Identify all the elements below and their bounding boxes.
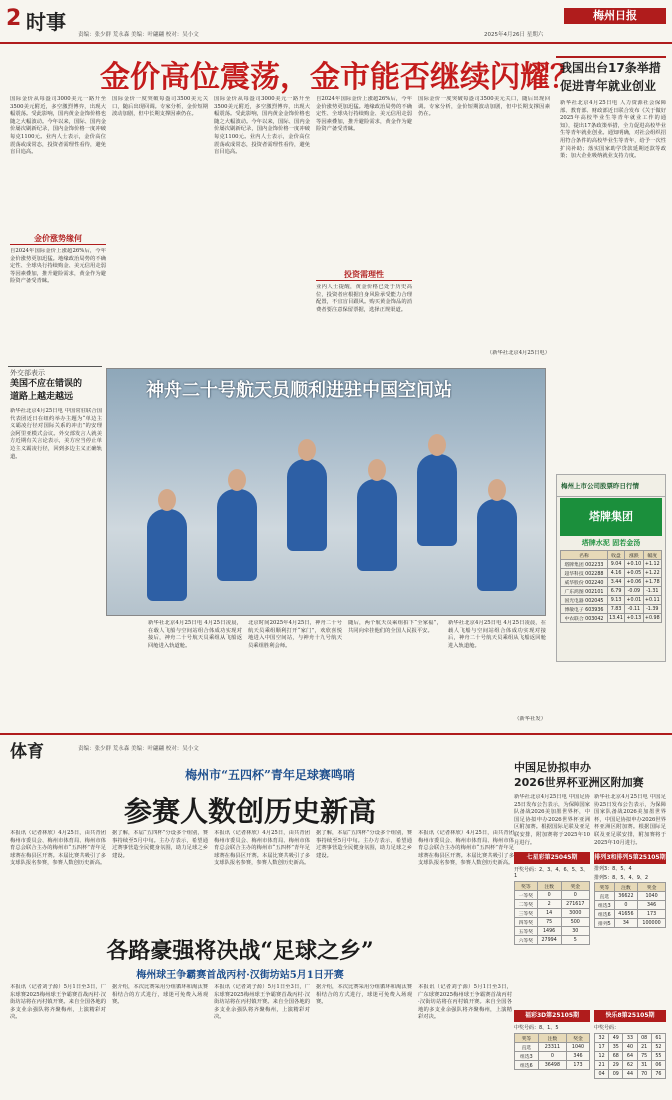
table-cell: 34 xyxy=(614,919,637,928)
lead-body-5: 国际金价一度突破每盎司3500美元关口，随后出现回调。专家分析，金价短期波动加剧，但中长期支撑因素仍在。 xyxy=(418,96,550,118)
table-cell: 61 xyxy=(651,1034,665,1043)
astronaut-figure xyxy=(217,489,257,581)
table-header: 涨跌 xyxy=(625,551,643,560)
table-cell: 直选 xyxy=(515,1043,539,1052)
table-cell: 76 xyxy=(651,1070,665,1079)
table-header: 注数 xyxy=(537,882,561,891)
table-cell: 31 xyxy=(637,1061,651,1070)
table-cell: -1.31 xyxy=(643,587,661,596)
overseas-headline-2: 道路上越走越远 xyxy=(10,392,74,402)
sports-body-6: 本报讯（记者刘子源）5月1日至3日，广东球赛2025梅州球王争霸赛首战丙村·汉街坊站将在丙村镇开赛。来自全国各地的多支业余强队将齐聚梅州，上演精彩对决。 xyxy=(10,984,106,1021)
sports-kicker: 梅州市“五四杯”青年足球赛鸣哨 xyxy=(185,768,355,782)
qlc-title: 七星彩第25045期 xyxy=(514,852,590,864)
fa-headline-2: 2026世界杯亚洲区附加赛 xyxy=(514,776,644,789)
table-cell: 9.13 xyxy=(607,596,624,605)
table-cell: 173 xyxy=(638,910,666,919)
jobs-headline-1: 我国出台17条举措 xyxy=(560,61,661,75)
table-cell: 62 xyxy=(623,1061,637,1070)
table-cell: 0 xyxy=(538,1052,566,1061)
sports-body-1: 本报讯（记者林欣）4月25日，由共青团梅州市委员会、梅州市体育局、梅州市体育总会联合主办的梅州市“五四杯”青年足球赛在梅县区开赛。本届比赛共吸引了多支球队报名参赛，参赛人数创历史新高。 xyxy=(10,830,106,867)
table-cell: +0.01 xyxy=(626,597,642,603)
fc3d-row xyxy=(515,1043,590,1052)
table-cell: 组选3 xyxy=(515,1052,539,1061)
qlc-row xyxy=(515,927,590,936)
table-cell: 55 xyxy=(651,1052,665,1061)
table-cell: 三等奖 xyxy=(515,909,538,918)
k8-row xyxy=(595,1070,666,1079)
company-slogan: 塔牌水泥 固若金汤 xyxy=(581,539,641,547)
table-cell: 500 xyxy=(561,918,589,927)
jobs-headline-2: 促进青年就业创业 xyxy=(560,79,657,93)
sports-headline-2: 各路豪强将决战“足球之乡” xyxy=(106,938,374,964)
stock-row xyxy=(561,587,662,596)
table-cell: 35 xyxy=(609,1043,623,1052)
sports-section-title: 体育 xyxy=(10,742,44,762)
table-cell: 组选6 xyxy=(595,910,615,919)
fa-body-2: 新华社北京4月25日电 中国足协25日发布公告表示，为保障国家队备战2026美加墨世界杯，中国足协拟申办2026世界杯亚洲区附加赛。根据国际足联及亚足联安排，附加赛将于2025年10月进行。 xyxy=(594,794,666,846)
table-cell: 6.79 xyxy=(607,587,624,596)
astronaut-figure xyxy=(417,454,457,546)
photo-caption-3: 随后，两个航天员乘组拍下“全家福”，共同向牵挂他们的全国人民报平安。 xyxy=(348,620,442,634)
photo-caption-1: 新华社北京4月25日电 4月25日凌晨，在载人飞船与空间站组合体成功实现对接后，神舟二十号航天员乘组从飞船返回舱进入轨道舱。 xyxy=(148,620,242,649)
table-header: 奖等 xyxy=(595,883,615,892)
sidebar-rule xyxy=(556,56,666,58)
sports-body-3: 本报讯（记者林欣）4月25日，由共青团梅州市委员会、梅州市体育局、梅州市体育总会联合主办的梅州市“五四杯”青年足球赛在梅县区开赛。本届比赛共吸引了多支球队报名参赛，参赛人数创历史新高。 xyxy=(214,830,310,867)
p3-row xyxy=(595,901,666,910)
table-cell: +1.12 xyxy=(644,561,660,567)
table-cell: 4.16 xyxy=(607,569,624,578)
sports-kicker-2: 梅州球王争霸赛首战丙村·汉街坊站5月1日开赛 xyxy=(136,970,344,981)
table-cell: 四等奖 xyxy=(515,918,538,927)
sports-body-7: 据介绍，本次比赛采用分组循环和淘汰赛相结合的方式进行，球迷可免费入场观赛。 xyxy=(112,984,208,1006)
table-cell: 36498 xyxy=(538,1061,566,1070)
table-cell: 5 xyxy=(561,936,589,945)
astronaut-figure xyxy=(287,459,327,551)
table-cell: 100000 xyxy=(638,919,666,928)
table-header: 奖等 xyxy=(515,882,538,891)
table-cell: 3.44 xyxy=(607,578,624,587)
table-cell: +0.98 xyxy=(644,615,660,621)
astronaut-figure xyxy=(147,509,187,601)
table-cell: +0.06 xyxy=(626,579,642,585)
stock-row xyxy=(561,569,662,578)
table-cell: 75 xyxy=(537,918,561,927)
p3-title: 排列3和排列5第25105期 xyxy=(594,852,666,864)
lead-body-3b: 国际金价从每盎司3000美元一路升至3500美元附近，多空激烈博弈，出现大幅震荡。受此影响，国内黄金金饰价格也随之大幅波动。今年以来，国际、国内金价屡次刷新纪录，国内金饰价格一度冲破每克1100元。业内人士表示，金价高位震荡或成常态，投资者需理性看待，避免盲目追高。 xyxy=(214,96,310,156)
photo-caption-2: 北京时间2025年4月25日，神舟二十号航天员乘组顺利打开“家门”，欢欣喜悦地进入中国空间站，与神舟十九号航天员乘组胜利会师。 xyxy=(248,620,342,649)
table-cell: 21 xyxy=(637,1043,651,1052)
overseas-headline-1: 美国不应在错误的 xyxy=(10,379,83,389)
sports-editors: 责编：张少群 荒永森 美编：叶翩翩 校对：吴小文 xyxy=(78,746,199,752)
table-cell: 组选3 xyxy=(595,901,615,910)
stock-row xyxy=(561,614,662,623)
sports-body-8: 本报讯（记者刘子源）5月1日至3日，广东球赛2025梅州球王争霸赛首战丙村·汉街坊站将在丙村镇开赛。来自全国各地的多支业余强队将齐聚梅州，上演精彩对决。 xyxy=(214,984,310,1021)
stock-row xyxy=(561,560,662,569)
lottery-p3 xyxy=(594,852,666,928)
table-cell: 3000 xyxy=(561,909,589,918)
table-cell: 直选 xyxy=(595,892,615,901)
lead-body-3: 国际金价一度突破每盎司3500美元关口，随后出现回调。专家分析，金价短期波动加剧，但中长期支撑因素仍在。 xyxy=(112,96,208,118)
table-cell: 12 xyxy=(595,1052,609,1061)
table-cell: 09 xyxy=(609,1070,623,1079)
table-cell: 173 xyxy=(567,1061,590,1070)
lead-subhead-2: 投资需理性 xyxy=(316,270,412,281)
table-cell: 五等奖 xyxy=(515,927,538,936)
lead-body-1: 国际金价从每盎司3000美元一路升至3500美元附近，多空激烈博弈，出现大幅震荡。受此影响，国内黄金金饰价格也随之大幅波动。今年以来，国际、国内金价屡次刷新纪录，国内金饰价格一度冲破每克1100元。业内人士表示，金价高位震荡或成常态，投资者需理性看待，避免盲目追高。 xyxy=(10,96,106,156)
table-cell: -1.39 xyxy=(643,605,661,614)
table-cell: 23311 xyxy=(538,1043,566,1052)
qlc-row xyxy=(515,900,590,909)
section-rule xyxy=(0,733,672,735)
table-cell: 7.83 xyxy=(607,605,624,614)
k8-title: 快乐8第25105期 xyxy=(594,1010,666,1022)
table-cell: 1040 xyxy=(638,892,666,901)
qlc-row xyxy=(515,891,590,900)
table-cell: 博敏电子 603936 xyxy=(561,605,608,614)
overseas-body: 新华社北京4月25日电 中国常驻联合国代表团近日在纽约举办主题为“单边主义霸凌行径对国际关系的冲击”的安理会阿里亚模式会议。外交部发言人就美方近期有关言论表示，美方应当停止单边主义霸凌行径，回到多边主义正确轨道。 xyxy=(10,408,102,460)
k8-row xyxy=(595,1061,666,1070)
table-header: 奖金 xyxy=(638,883,666,892)
table-cell: 13.41 xyxy=(609,615,623,621)
table-cell: 17 xyxy=(595,1043,609,1052)
stock-table xyxy=(560,550,662,623)
table-cell: 0 xyxy=(561,891,589,900)
page-number: 2 xyxy=(6,6,22,31)
table-cell: 36622 xyxy=(614,892,637,901)
table-cell: 52 xyxy=(651,1043,665,1052)
table-cell: 68 xyxy=(609,1052,623,1061)
overseas-label: 外交部表示 xyxy=(10,369,45,377)
stock-row xyxy=(561,596,662,605)
table-cell: 中农联合 003042 xyxy=(561,614,608,623)
table-cell: +1.22 xyxy=(644,570,660,576)
sports-body-5: 本报讯（记者林欣）4月25日，由共青团梅州市委员会、梅州市体育局、梅州市体育总会联合主办的梅州市“五四杯”青年足球赛在梅县区开赛。本届比赛共吸引了多支球队报名参赛，参赛人数创历史新高。 xyxy=(418,830,514,867)
table-cell: 1496 xyxy=(537,927,561,936)
table-cell: +0.05 xyxy=(626,570,642,576)
sports-body-2: 据了解，本届“五四杯”分设多个组别，赛事持续至5月中旬。主办方表示，希望通过赛事营造全民健身氛围，助力足球之乡建设。 xyxy=(112,830,208,859)
table-cell: 9.04 xyxy=(607,560,624,569)
table-cell: 14 xyxy=(537,909,561,918)
stock-row xyxy=(561,605,662,614)
fc3d-title: 福彩3D第25105期 xyxy=(514,1010,590,1022)
sports-body-4: 据了解，本届“五四杯”分设多个组别，赛事持续至5月中旬。主办方表示，希望通过赛事营造全民健身氛围，助力足球之乡建设。 xyxy=(316,830,412,859)
fa-headline-1: 中国足协拟申办 xyxy=(514,761,591,774)
table-cell: 21 xyxy=(595,1061,609,1070)
table-header: 奖金 xyxy=(567,1034,590,1043)
table-cell: 29 xyxy=(609,1061,623,1070)
p3-row xyxy=(595,910,666,919)
table-cell: +0.11 xyxy=(644,597,660,603)
table-cell: +0.13 xyxy=(626,615,642,621)
photo-credit: （新华社发） xyxy=(514,716,546,722)
jobs-body: 新华社北京4月25日电 人力资源社会保障部、教育部、财政部近日联合发布《关于做好2025年高校毕业生等青年就业工作的通知》，提出17条政策举措，全力促进高校毕业生等青年就业创业。通知明确，对社会组织招用符合条件的高校毕业生等青年，给予一次性扩岗补助；落实国家助学贷款延期还款等政策；加大企业吸纳就业支持力度。 xyxy=(560,100,666,160)
table-cell: 威华股份 002240 xyxy=(561,578,608,587)
sports-headline: 参赛人数创历史新高 xyxy=(123,795,376,828)
lead-credit: （新华社北京4月25日电） xyxy=(486,350,550,356)
qlc-row xyxy=(515,936,590,945)
lead-subhead-1: 金价涨势缘何 xyxy=(10,234,106,245)
sports-body-10: 本报讯（记者刘子源）5月1日至3日，广东球赛2025梅州球王争霸赛首战丙村·汉街坊站将在丙村镇开赛。来自全国各地的多支业余强队将齐聚梅州，上演精彩对决。 xyxy=(418,984,512,1021)
p3-row xyxy=(595,919,666,928)
lead-headline: 金价高位震荡，金市能否继续闪耀？ xyxy=(100,60,580,95)
newspaper-logo: 梅州日报 xyxy=(564,8,666,24)
table-cell: 70 xyxy=(637,1070,651,1079)
astronaut-figure xyxy=(357,479,397,571)
table-cell: 六等奖 xyxy=(515,936,538,945)
p3-line-1: 排列3：8、5、4 xyxy=(594,866,632,872)
p3-row xyxy=(595,892,666,901)
table-header: 注数 xyxy=(614,883,637,892)
issue-date: 2025年4月26日 星期六 xyxy=(484,32,544,38)
table-cell: 1040 xyxy=(567,1043,590,1052)
table-cell: 排列5 xyxy=(595,919,615,928)
photo-title: 神舟二十号航天员顺利进驻中国空间站 xyxy=(146,380,452,401)
table-header: 幅度 xyxy=(643,551,661,560)
table-cell: 超华科技 002288 xyxy=(561,569,608,578)
table-cell: 二等奖 xyxy=(515,900,538,909)
table-header: 名称 xyxy=(561,551,608,560)
table-cell: 346 xyxy=(567,1052,590,1061)
table-cell: 49 xyxy=(609,1034,623,1043)
k8-row xyxy=(595,1052,666,1061)
table-cell: 33 xyxy=(623,1034,637,1043)
page-header xyxy=(0,0,672,44)
qlc-row xyxy=(515,918,590,927)
astronaut-figure xyxy=(477,499,517,591)
qlc-row xyxy=(515,909,590,918)
p3-line-2: 排列5：8、5、4、9、2 xyxy=(594,875,649,881)
section-title: 时事 xyxy=(26,10,66,34)
table-cell: 塔牌集团 002233 xyxy=(561,560,608,569)
table-header: 奖金 xyxy=(561,882,589,891)
table-cell: 30 xyxy=(561,927,589,936)
table-cell: 27994 xyxy=(537,936,561,945)
k8-row xyxy=(595,1043,666,1052)
table-cell: 国光电器 002045 xyxy=(561,596,608,605)
fc3d-row xyxy=(515,1061,590,1070)
table-cell: 44 xyxy=(623,1070,637,1079)
table-header: 收盘 xyxy=(607,551,624,560)
table-cell: 广东鸿图 002101 xyxy=(561,587,608,596)
market-title: 梅州上市公司股票昨日行情 xyxy=(557,475,665,497)
astronaut-photo xyxy=(106,368,546,616)
table-cell: 04 xyxy=(595,1070,609,1079)
editors-line: 责编：张少群 荒永森 美编：叶翩翩 校对：吴小文 xyxy=(78,32,199,38)
lead-body-4: 业内人士提醒，黄金价格已处于历史高位，投资者应根据自身风险承受能力合理配置，不宜盲目跟风。购买黄金饰品的消费者要注意保留票据，选择正规渠道。 xyxy=(316,284,412,313)
qlc-numbers: 开奖号码：2、3、4、6、5、3、1 xyxy=(514,867,589,879)
table-header: 奖等 xyxy=(515,1034,539,1043)
table-cell: 组选6 xyxy=(515,1061,539,1070)
stock-row xyxy=(561,578,662,587)
table-header: 注数 xyxy=(538,1034,566,1043)
table-cell: 一等奖 xyxy=(515,891,538,900)
k8-row xyxy=(595,1034,666,1043)
lottery-qlc xyxy=(514,852,590,945)
table-cell: 32 xyxy=(595,1034,609,1043)
table-cell: 41656 xyxy=(614,910,637,919)
fc3d-row xyxy=(515,1052,590,1061)
table-cell: 0 xyxy=(537,891,561,900)
sports-body-9: 据介绍，本次比赛采用分组循环和淘汰赛相结合的方式进行，球迷可免费入场观赛。 xyxy=(316,984,412,1006)
table-cell: 271617 xyxy=(561,900,589,909)
lead-body-2: 自2024年国际金价上涨超26%后，今年金价涨势更加迅猛。地缘政治局势的不确定性、全球央行持续购金、美元信用走弱等因素叠加，推升避险需求，黄金作为避险资产备受青睐。 xyxy=(10,248,106,285)
fc3d-numbers: 中奖号码：8、1、5 xyxy=(514,1025,559,1031)
table-cell: 75 xyxy=(637,1052,651,1061)
table-cell: 0 xyxy=(614,901,637,910)
company-logo: 塔牌集团 xyxy=(560,498,662,536)
lottery-k8 xyxy=(594,1010,666,1079)
lead-body-4a: 自2024年国际金价上涨超26%后，今年金价涨势更加迅猛。地缘政治局势的不确定性、全球央行持续购金、美元信用走弱等因素叠加，推升避险需求，黄金作为避险资产备受青睐。 xyxy=(316,96,412,133)
table-cell: 08 xyxy=(637,1034,651,1043)
table-cell: -0.11 xyxy=(625,605,643,614)
table-cell: 64 xyxy=(623,1052,637,1061)
table-cell: +0.10 xyxy=(626,561,642,567)
photo-caption-4: 新华社北京4月25日电 4月25日凌晨，在载人飞船与空间站组合体成功实现对接后，神舟二十号航天员乘组从飞船返回舱进入轨道舱。 xyxy=(448,620,546,649)
table-cell: +1.78 xyxy=(644,579,660,585)
table-cell: -0.09 xyxy=(625,587,643,596)
table-cell: 40 xyxy=(623,1043,637,1052)
table-cell: 2 xyxy=(537,900,561,909)
divider xyxy=(8,366,102,367)
fa-body-1: 新华社北京4月25日电 中国足协25日发布公告表示，为保障国家队备战2026美加墨世界杯，中国足协拟申办2026世界杯亚洲区附加赛。根据国际足联及亚足联安排，附加赛将于2025年10月进行。 xyxy=(514,794,590,846)
k8-numbers: 中奖号码： xyxy=(594,1025,620,1031)
lottery-fc3d xyxy=(514,1010,590,1070)
table-cell: 06 xyxy=(651,1061,665,1070)
table-cell: 346 xyxy=(638,901,666,910)
